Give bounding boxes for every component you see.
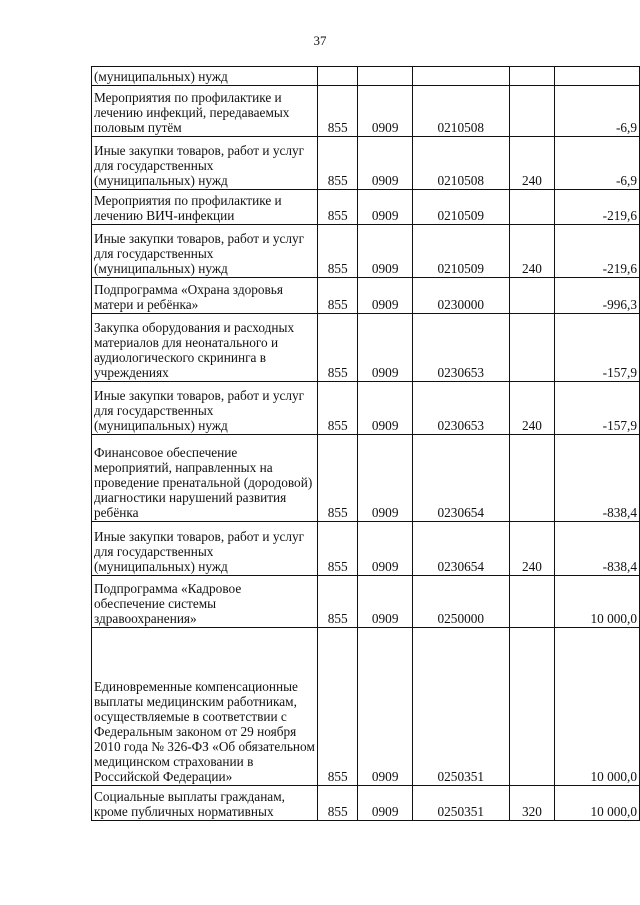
row-cs: 0250351 [412,786,509,821]
row-vr [509,628,554,786]
row-rz: 0909 [358,278,412,314]
row-ved: 855 [317,522,358,576]
row-ved: 855 [317,278,358,314]
row-ved [317,67,358,86]
row-rz: 0909 [358,435,412,522]
row-cs: 0210508 [412,86,509,137]
row-cs: 0230654 [412,435,509,522]
table-row [92,190,640,225]
row-name: Единовременные компенсационные выплаты медицинским работникам, осуществляемые в соответствии с Федеральным законом от 29 ноября 2010 года № 326-ФЗ «Об обязательном медицинском страховании в Российской Федерации» [92,628,318,786]
row-name: Закупка оборудования и расходных материалов для неонатального и аудиологического скрининга в учреждениях [92,314,318,382]
row-ved: 855 [317,137,358,190]
row-rz: 0909 [358,314,412,382]
row-amount: -6,9 [555,86,640,137]
table-row [92,786,640,821]
row-cs: 0230000 [412,278,509,314]
row-ved: 855 [317,190,358,225]
row-cs: 0230654 [412,522,509,576]
row-vr [509,435,554,522]
row-amount: -219,6 [555,190,640,225]
row-vr [509,67,554,86]
row-amount: -6,9 [555,137,640,190]
row-rz: 0909 [358,522,412,576]
row-amount: -996,3 [555,278,640,314]
table-row [92,67,640,86]
row-ved: 855 [317,225,358,278]
row-vr [509,278,554,314]
table-row [92,314,640,382]
row-rz: 0909 [358,190,412,225]
row-cs: 0230653 [412,382,509,435]
row-vr: 240 [509,137,554,190]
row-cs: 0210509 [412,190,509,225]
row-name: Социальные выплаты гражданам, кроме публичных нормативных [92,786,318,821]
table-row [92,137,640,190]
row-name: Финансовое обеспечение мероприятий, направленных на проведение пренатальной (дородовой) диагностики нарушений развития ребёнка [92,435,318,522]
row-cs: 0230653 [412,314,509,382]
row-ved: 855 [317,382,358,435]
row-name: Иные закупки товаров, работ и услуг для государственных (муниципальных) нужд [92,225,318,278]
row-ved: 855 [317,314,358,382]
row-amount: -219,6 [555,225,640,278]
row-name: Иные закупки товаров, работ и услуг для государственных (муниципальных) нужд [92,382,318,435]
row-amount: -838,4 [555,435,640,522]
row-vr [509,190,554,225]
row-rz: 0909 [358,628,412,786]
row-ved: 855 [317,576,358,628]
row-rz: 0909 [358,86,412,137]
row-amount: 10 000,0 [555,628,640,786]
row-rz [358,67,412,86]
row-rz: 0909 [358,576,412,628]
row-vr: 240 [509,382,554,435]
row-name: (муниципальных) нужд [92,67,318,86]
table-row [92,225,640,278]
row-amount: -157,9 [555,382,640,435]
row-vr: 320 [509,786,554,821]
row-ved: 855 [317,435,358,522]
row-name: Иные закупки товаров, работ и услуг для государственных (муниципальных) нужд [92,137,318,190]
row-name: Подпрограмма «Кадровое обеспечение системы здравоохранения» [92,576,318,628]
row-rz: 0909 [358,382,412,435]
row-name: Мероприятия по профилактике и лечению ВИЧ-инфекции [92,190,318,225]
row-rz: 0909 [358,137,412,190]
row-cs: 0250351 [412,628,509,786]
row-amount: -157,9 [555,314,640,382]
table-row [92,382,640,435]
budget-table [91,66,640,821]
row-name: Подпрограмма «Охрана здоровья матери и ребёнка» [92,278,318,314]
page-number: 37 [313,33,327,48]
row-amount: 10 000,0 [555,786,640,821]
row-vr: 240 [509,225,554,278]
row-amount [555,67,640,86]
row-rz: 0909 [358,786,412,821]
table-row [92,435,640,522]
row-amount: -838,4 [555,522,640,576]
row-vr [509,576,554,628]
row-vr [509,86,554,137]
table-row [92,628,640,786]
row-cs: 0250000 [412,576,509,628]
row-ved: 855 [317,786,358,821]
row-cs: 0210508 [412,137,509,190]
row-rz: 0909 [358,225,412,278]
row-cs: 0210509 [412,225,509,278]
row-ved: 855 [317,86,358,137]
row-vr [509,314,554,382]
row-name: Иные закупки товаров, работ и услуг для государственных (муниципальных) нужд [92,522,318,576]
budget-table-body [92,67,640,821]
row-cs [412,67,509,86]
row-vr: 240 [509,522,554,576]
table-row [92,86,640,137]
table-row [92,522,640,576]
table-row [92,576,640,628]
row-amount: 10 000,0 [555,576,640,628]
table-row [92,278,640,314]
row-ved: 855 [317,628,358,786]
row-name: Мероприятия по профилактике и лечению инфекций, передаваемых половым путём [92,86,318,137]
